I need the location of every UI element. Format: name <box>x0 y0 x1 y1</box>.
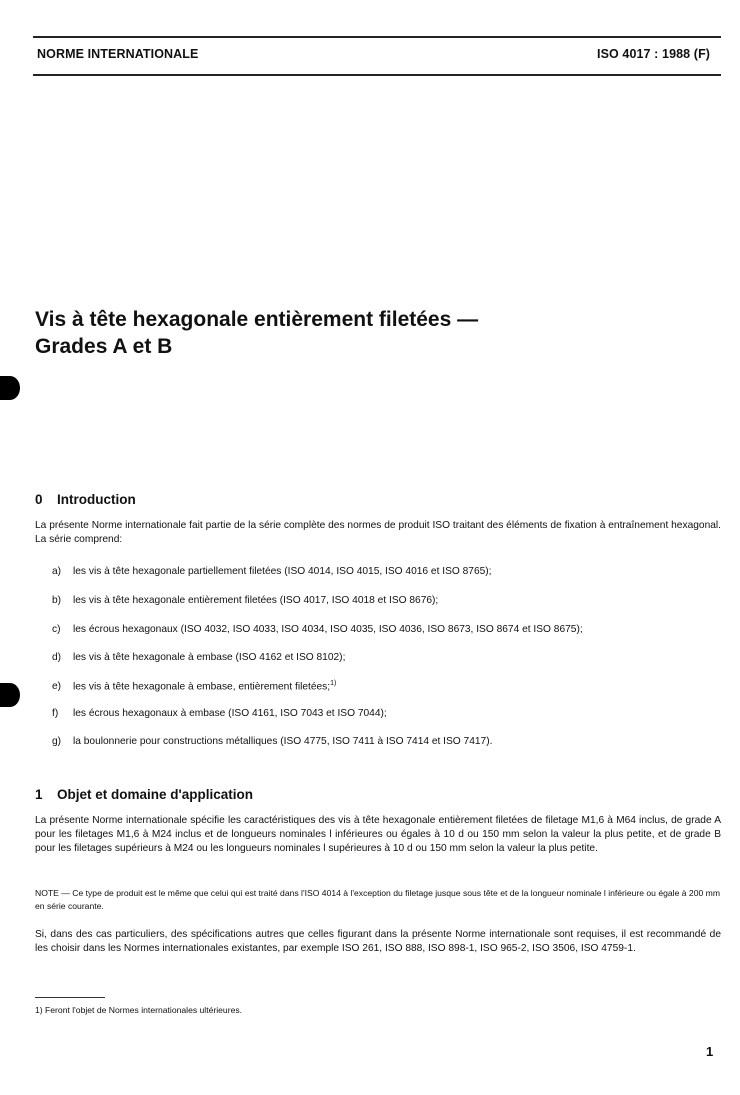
list-item-label: g) <box>52 736 62 747</box>
header-document-number: ISO 4017 : 1988 (F) <box>597 47 711 61</box>
scope-paragraph-1: La présente Norme internationale spécifie les caractéristiques des vis à tête hexagonale entièrement filetées de filetage M1,6 à M64 inclus, de grade A pour les filetages M1,6 à M24 inclus et de longueurs nominales l inférieures ou égales à 10 d ou 150 mm selon la valeur la plus petite, et de grade B pour les filetages supérieurs à M24 ou les longueurs nominales l supérieures à 10 d ou 150 mm selon la valeur la plus petite. <box>35 815 721 854</box>
list-item <box>52 680 336 692</box>
section-0-number: 0 <box>35 492 43 507</box>
intro-paragraph: La présente Norme internationale fait partie de la série complète des normes de produit ISO traitant des éléments de fixation à entraînement hexagonal. La série comprend: <box>35 520 721 545</box>
scope-paragraph-2: Si, dans des cas particuliers, des spécifications autres que celles figurant dans la présente Norme internationale sont requises, il est recommandé de les choisir dans les Normes internationales existantes, par exemple ISO 261, ISO 888, ISO 898-1, ISO 965-2, ISO 3506, ISO 4759-1. <box>35 929 721 954</box>
page-number: 1 <box>706 1044 714 1059</box>
list-item-text: les écrous hexagonaux (ISO 4032, ISO 4033, ISO 4034, ISO 4035, ISO 4036, ISO 8673, ISO 8674 et ISO 8675); <box>73 624 583 635</box>
list-item-text: la boulonnerie pour constructions métalliques (ISO 4775, ISO 7411 à ISO 7414 et ISO 7417). <box>73 736 493 747</box>
list-item-label: c) <box>52 624 61 635</box>
footnote-text: 1) Feront l'objet de Normes internationales ultérieures. <box>35 1005 243 1015</box>
title-line-2: Grades A et B <box>35 335 173 358</box>
list-item <box>52 736 492 747</box>
list-item-label: d) <box>52 652 62 663</box>
list-item-label: f) <box>52 708 59 719</box>
footnote-separator <box>35 997 105 998</box>
list-item-text: les vis à tête hexagonale partiellement filetées (ISO 4014, ISO 4015, ISO 4016 et ISO 8765); <box>73 566 492 577</box>
title-line-1: Vis à tête hexagonale entièrement filetées — <box>35 308 479 331</box>
list-item-label: e) <box>52 681 62 693</box>
section-1-title: Objet et domaine d'application <box>57 787 253 802</box>
list-item-label: a) <box>52 566 62 577</box>
punch-hole-mark-bottom <box>0 683 20 707</box>
list-item <box>52 595 438 606</box>
list-item <box>52 652 345 663</box>
punch-hole-mark-top <box>0 376 20 400</box>
section-0-heading <box>35 492 136 507</box>
list-item <box>52 708 387 719</box>
header-bottom-rule <box>33 74 721 76</box>
document-title <box>35 306 478 360</box>
list-item <box>52 624 583 635</box>
scope-note: NOTE — Ce type de produit est le même que celui qui est traité dans l'ISO 4014 à l'exception du filetage jusque sous tête et de la longueur nominale l inférieure ou égale à 200 mm en série courante. <box>35 888 720 911</box>
list-item-text: les vis à tête hexagonale entièrement filetées (ISO 4017, ISO 4018 et ISO 8676); <box>73 595 439 606</box>
section-1-number: 1 <box>35 787 43 802</box>
footnote-reference: 1) <box>330 680 337 687</box>
section-1-heading <box>35 787 253 802</box>
section-0-title: Introduction <box>57 492 136 507</box>
list-item-text: les écrous hexagonaux à embase (ISO 4161, ISO 7043 et ISO 7044); <box>73 708 387 719</box>
list-item <box>52 566 492 577</box>
list-item-label: b) <box>52 595 62 606</box>
list-item-text: les vis à tête hexagonale à embase, entièrement filetées; <box>73 681 331 693</box>
header-standard-label: NORME INTERNATIONALE <box>37 47 199 61</box>
list-item-text: les vis à tête hexagonale à embase (ISO 4162 et ISO 8102); <box>73 652 346 663</box>
header-top-rule <box>33 36 721 38</box>
